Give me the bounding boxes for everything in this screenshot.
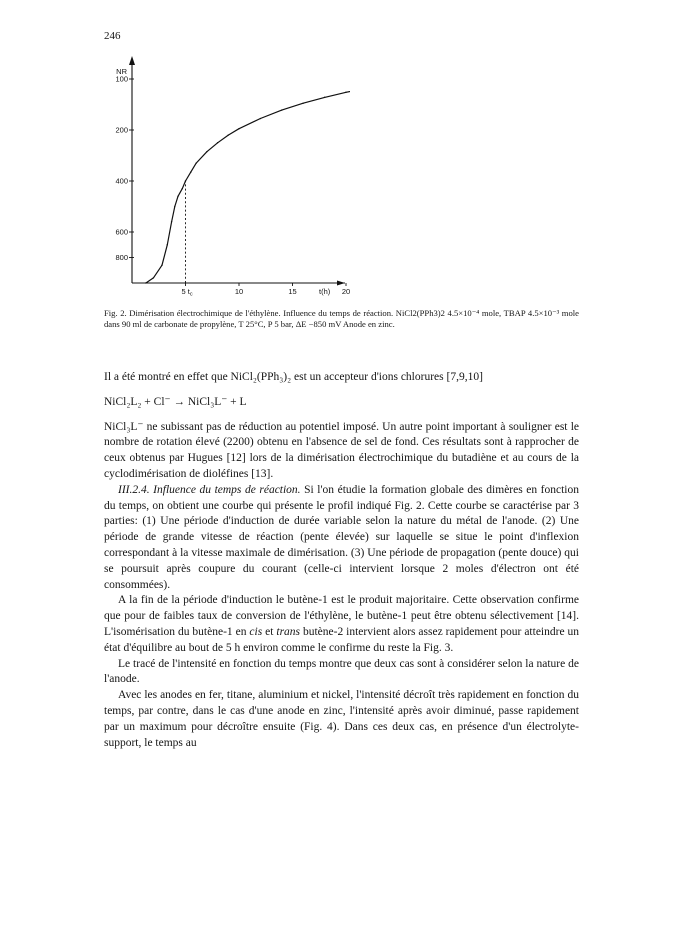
figure-caption: Fig. 2. Dimérisation électrochimique de l'éthylène. Influence du temps de réaction. NiCl2(PPh3)2 4.5×10⁻⁴ mole, TBAP 4.5×10⁻³ mole dans 90 ml de carbonate de propylène, T 25°C, P 5 bar, ΔE −850 mV Anode en zinc. — [104, 308, 579, 330]
paragraph-reduction: NiCl₃L⁻ ne subissant pas de réduction au potentiel imposé. Un autre point important à souligner est le nombre de rotation élevé (2200) obtenu en l'absence de sel de fond. Ces résultats sont à rapprocher de ceux obtenus par Hugues [12] lors de la dimérisation électrochimique du butadiène et au cours de la cyclodimérisation de dioléfines [13]. — [104, 420, 579, 480]
data-point — [238, 128, 239, 129]
data-point — [182, 188, 183, 189]
data-point — [171, 221, 172, 222]
data-point — [260, 118, 261, 119]
paragraph-section-324-text: Si l'on étudie la formation globale des dimères en fonction du temps, on obtient une courbe qui présente le profil indiqué Fig. 2. Cette courbe se caractérise par 3 parties: (1) Une période d'induction de durée variable selon la nature du métal de l'anode. (2) Une période de grande vitesse de réaction (pente élevée) sur laquelle se situe le point d'inflexion correspondant à la vitesse maximale de dimérisation. (3) Une période de propagation (pente douce) qui se poursuit après coupure du courant (celle-ci intervient lorsque 2 moles d'électron ont été consommées). — [104, 483, 579, 591]
data-point — [153, 277, 154, 278]
y-tick-label: 200 — [115, 125, 128, 135]
paragraph-induction-end-tail: butène-2 intervient alors assez rapidement pour atteindre un état d'équilibre au bout de 5 h environ comme le confirme du reste la Fig. 3. — [104, 625, 579, 654]
y-tick-label: 600 — [115, 227, 128, 237]
data-point — [345, 92, 346, 93]
paragraph-chloride-acceptor: Il a été montré en effet que NiCl₂(PPh₃)₂ est un accepteur d'ions chlorures [7,9,10] — [104, 371, 483, 383]
paragraph-intensity: Le tracé de l'intensité en fonction du temps montre que deux cas sont à considérer selon la nature de l'anode. — [104, 657, 579, 686]
section-heading: III.2.4. Influence du temps de réaction. — [118, 483, 301, 496]
x-tick-label: 15 — [288, 287, 297, 296]
italic-trans: trans — [276, 625, 301, 638]
induction-subscript: c — [189, 291, 193, 298]
data-point — [167, 244, 168, 245]
data-point — [174, 206, 175, 207]
data-point — [177, 196, 178, 197]
data-point — [217, 142, 218, 143]
paragraph-induction-end-text: A la fin de la période d'induction le butène-1 est le produit majoritaire. Cette observation confirme que pour de faibles taux de conversion de l'éthylène, le butène-1 peut être obtenu sélectivement [14]. L'isomérisation du butène-1 en — [104, 594, 579, 638]
chart-axes — [116, 56, 345, 296]
data-point — [190, 171, 191, 172]
paragraph-anodes: Avec les anodes en fer, titane, aluminium et nickel, l'intensité décroît très rapidement en fonction du temps, par contre, dans le cas d'une anode en zinc, l'intensité après avoir diminué, passe rapidement par un maximum pour décroître ensuite (Fig. 4). Dans ces deux cas, en présence d'un électrolyte-support, le temps au — [104, 689, 579, 749]
x-axis-label: t(h) — [319, 287, 331, 296]
x-tick-label: 10 — [234, 287, 244, 296]
paragraph-induction-end — [104, 593, 579, 656]
y-axis-arrow — [129, 56, 135, 65]
data-point — [281, 109, 282, 110]
chart-curve — [145, 83, 350, 283]
y-tick-label: 100 — [115, 74, 128, 84]
series-line — [146, 84, 350, 283]
body-text — [104, 370, 579, 751]
equation: NiCl₂L₂ + Cl⁻ → NiCl₃L⁻ + L — [104, 395, 247, 408]
data-point — [324, 97, 325, 98]
italic-cis: cis — [249, 625, 263, 638]
x-tick-label: 20 — [341, 287, 350, 296]
page-number: 246 — [104, 30, 121, 42]
x-tick-label-induction: 5 $t_c$ — [181, 287, 193, 298]
data-point — [145, 282, 146, 283]
text-et: et — [262, 625, 277, 638]
y-tick-label: 800 — [115, 253, 128, 263]
data-point — [228, 134, 229, 135]
y-tick-label: 400 — [115, 176, 128, 186]
x-axis-arrow — [337, 281, 345, 286]
data-point — [161, 264, 162, 265]
data-point — [206, 151, 207, 152]
data-point — [196, 162, 197, 163]
data-point — [303, 103, 304, 104]
figure-2-chart — [100, 52, 350, 307]
paragraph-section-324 — [104, 483, 579, 594]
chart-ticks — [115, 75, 350, 298]
data-point — [185, 180, 186, 181]
y-axis-label: NR — [116, 67, 127, 76]
